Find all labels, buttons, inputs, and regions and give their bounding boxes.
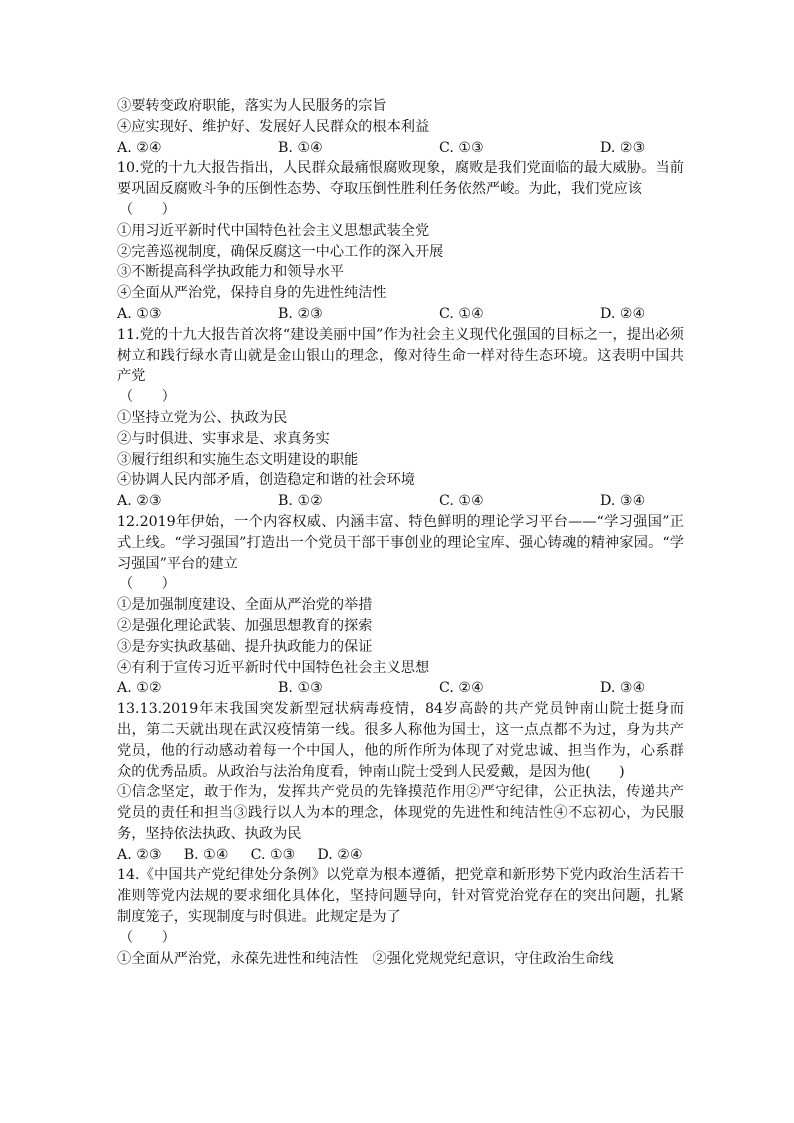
q11-option-d[interactable]: D. ③④ (600, 493, 646, 510)
q12-item-4: ④有利于宣传习近平新时代中国特色社会主义思想 (117, 659, 430, 676)
q12-option-b[interactable]: B. ①③ (278, 680, 323, 697)
q11-item-3: ③履行组织和实施生态文明建设的职能 (117, 451, 359, 468)
q10-item-4: ④全面从严治党，保持自身的先进性纯洁性 (117, 285, 387, 302)
q9-item-3: ③要转变政府职能，落实为人民服务的宗旨 (117, 98, 387, 114)
q10-stem: 10.党的十九大报告指出，人民群众最痛恨腐败现象，腐败是我们党面临的最大威胁。当前要巩固反腐败斗争的压倒性态势、夺取压倒性胜利任务依然严峻。为此，我们党应该 (117, 160, 684, 198)
q9-item-4: ④应实现好、维护好、发展好人民群众的根本利益 (117, 118, 430, 135)
question-14 (117, 865, 684, 969)
q12-option-c[interactable]: C. ②④ (439, 680, 484, 697)
question-10 (117, 158, 684, 324)
q10-option-d[interactable]: D. ②④ (600, 305, 646, 322)
q11-option-c[interactable]: C. ①④ (439, 493, 484, 510)
question-13 (117, 699, 684, 865)
q13-options (117, 845, 684, 866)
q10-option-a[interactable]: A. ①③ (117, 305, 162, 322)
q10-option-b[interactable]: B. ②③ (278, 305, 323, 322)
q13-option-d[interactable]: D. ②④ (317, 846, 363, 863)
q13-option-b[interactable]: B. ①④ (183, 846, 229, 863)
q12-answer-paren: （ ） (119, 576, 176, 593)
q9-option-a[interactable]: A. ②④ (117, 139, 162, 156)
q12-option-a[interactable]: A. ①② (117, 680, 162, 697)
q10-item-1: ①用习近平新时代中国特色社会主义思想武装全党 (117, 222, 430, 239)
q12-item-2: ②是强化理论武装、加强思想教育的探索 (117, 617, 373, 634)
q12-item-3: ③是夯实执政基础、提升执政能力的保证 (117, 638, 373, 655)
q11-answer-paren: （ ） (119, 389, 176, 406)
q9-option-b[interactable]: B. ①④ (278, 139, 323, 156)
q14-items: ①全面从严治党，永葆先进性和纯洁性 ②强化党规党纪意识，守住政治生命线 (117, 950, 614, 967)
q11-option-b[interactable]: B. ①② (278, 493, 323, 510)
q12-item-1: ①是加强制度建设、全面从严治党的举措 (117, 597, 373, 614)
q14-answer-paren: （ ） (119, 929, 176, 946)
q11-item-1: ①坚持立党为公、执政为民 (117, 409, 288, 426)
q10-options (117, 304, 684, 325)
question-12 (117, 512, 684, 699)
question-9-tail (117, 96, 684, 158)
q10-option-c[interactable]: C. ①④ (439, 305, 484, 322)
q11-item-4: ④协调人民内部矛盾，创造稳定和谐的社会环境 (117, 472, 415, 489)
q12-stem: 12.2019年伊始，一个内容权威、内涵丰富、特色鲜明的理论学习平台——“学习强国”正式上线。“学习强国”打造出一个党员干部干事创业的理论宝库、强心铸魂的精神家园。“学习强国”平台的建立 (117, 513, 684, 572)
q10-answer-paren: （ ） (119, 201, 176, 218)
q11-stem: 11.党的十九大报告首次将“建设美丽中国”作为社会主义现代化强国的目标之一，提出必须树立和践行绿水青山就是金山银山的理念，像对待生命一样对待生态环境。这表明中国共产党 (117, 326, 684, 385)
q13-option-c[interactable]: C. ①③ (250, 846, 296, 863)
q9-option-c[interactable]: C. ①③ (439, 139, 484, 156)
q9-option-d[interactable]: D. ②③ (600, 139, 646, 156)
q13-option-a[interactable]: A. ②③ (117, 846, 162, 863)
question-11 (117, 325, 684, 512)
q12-option-d[interactable]: D. ③④ (600, 680, 646, 697)
q13-stem: 13.13.2019年末我国突发新型冠状病毒疫情，84岁高龄的共产党员钟南山院士挺身而出，第二天就出现在武汉疫情第一线。很多人称他为国士，这一点点都不为过，身为共产党员，他的行动感动着每一个中国人，他的所作所为体现了对党忠诚、担当作为，心系群众的优秀品质。从政治与法治角度看，钟南山院士受到人民爱戴，是因为他( ) (117, 701, 684, 780)
q11-option-a[interactable]: A. ②③ (117, 493, 162, 510)
q12-options (117, 678, 684, 699)
q13-body: ①信念坚定，敢于作为，发挥共产党员的先锋摸范作用②严守纪律，公正执法，传递共产党员的责任和担当③践行以人为本的理念，体现党的先进性和纯洁性④不忘初心，为民服务，坚持依法执政、执政为民 (117, 784, 684, 842)
q11-item-2: ②与时俱进、实事求是、求真务实 (117, 430, 330, 447)
q14-stem: 14.《中国共产党纪律处分条例》以党章为根本遵循，把党章和新形势下党内政治生活若干准则等党内法规的要求细化具体化，坚持问题导向，针对管党治党存在的突出问题，扎紧制度笼子，实现制度与时俱进。此规定是为了 (117, 867, 684, 926)
q9-options (117, 138, 684, 159)
q10-item-3: ③不断提高科学执政能力和领导水平 (117, 264, 345, 281)
q11-options (117, 491, 684, 512)
q10-item-2: ②完善巡视制度，确保反腐这一中心工作的深入开展 (117, 243, 444, 260)
